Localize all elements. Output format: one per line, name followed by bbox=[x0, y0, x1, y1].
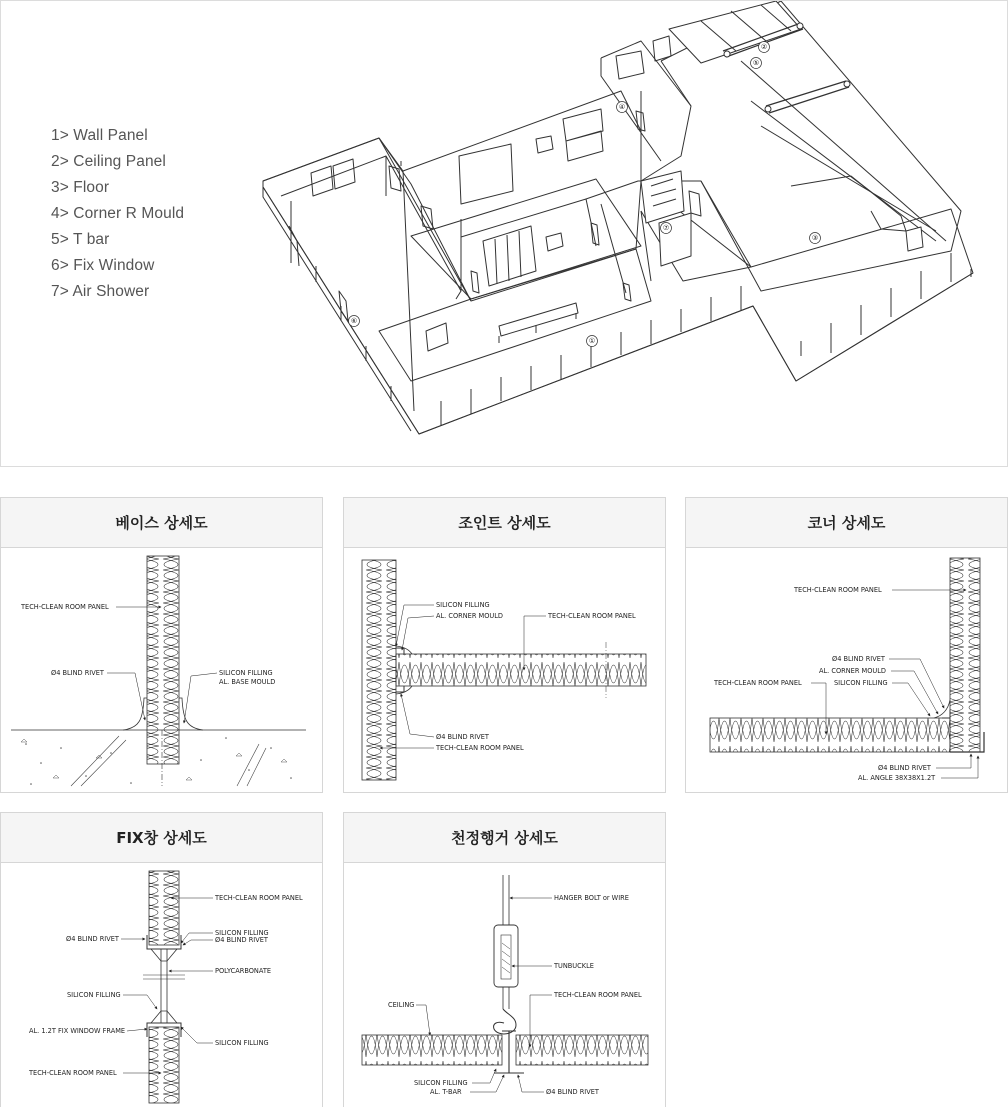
label-angle: AL. ANGLE 38X38X1.2T bbox=[858, 774, 936, 782]
corner-detail-drawing bbox=[686, 548, 1007, 792]
label-ceiling: CEILING bbox=[388, 1001, 415, 1009]
label-poly: POLYCARBONATE bbox=[215, 967, 272, 975]
label-turnbuckle: TUNBUCKLE bbox=[554, 962, 594, 970]
label-mould: AL. BASE MOULD bbox=[219, 678, 276, 686]
legend-item: 6> Fix Window bbox=[51, 257, 155, 274]
label-rivet-top: Ø4 BLIND RIVET bbox=[215, 936, 268, 944]
legend-item: 2> Ceiling Panel bbox=[51, 153, 166, 170]
callout-3: ③ bbox=[811, 234, 819, 242]
callout-1: ① bbox=[588, 337, 596, 345]
label-rivet: Ø4 BLIND RIVET bbox=[436, 733, 489, 741]
label-silicon-left: SILICON FILLING bbox=[67, 991, 121, 999]
label-frame: AL. 1.2T FIX WINDOW FRAME bbox=[29, 1027, 126, 1035]
ceiling-hanger-detail-card bbox=[343, 812, 666, 1107]
label-rivet-left: Ø4 BLIND RIVET bbox=[66, 935, 119, 943]
label-panel: TECH-CLEAN ROOM PANEL bbox=[554, 991, 642, 999]
label-panel-v: TECH-CLEAN ROOM PANEL bbox=[436, 744, 524, 752]
label-panel: TECH-CLEAN ROOM PANEL bbox=[21, 603, 109, 611]
label-rivet2: Ø4 BLIND RIVET bbox=[878, 764, 931, 772]
base-detail-drawing bbox=[1, 548, 322, 792]
label-silicon-top: SILICON FILLING bbox=[215, 929, 269, 937]
label-tbar: AL. T-BAR bbox=[430, 1088, 462, 1096]
callout-5: ⑤ bbox=[752, 59, 760, 67]
label-silicon-right: SILICON FILLING bbox=[215, 1039, 269, 1047]
component-legend bbox=[51, 123, 184, 305]
legend-item: 5> T bar bbox=[51, 231, 110, 248]
card-title: 코너 상세도 bbox=[686, 498, 1007, 548]
label-panel-h: TECH-CLEAN ROOM PANEL bbox=[548, 612, 636, 620]
label-corner: AL. CORNER MOULD bbox=[436, 612, 503, 620]
isometric-cleanroom-drawing bbox=[256, 1, 1008, 461]
card-title: 조인트 상세도 bbox=[344, 498, 665, 548]
label-panel-bottom: TECH-CLEAN ROOM PANEL bbox=[29, 1069, 117, 1077]
label-silicon: SILICON FILLING bbox=[414, 1079, 468, 1087]
label-panel-h: TECH-CLEAN ROOM PANEL bbox=[714, 679, 802, 687]
callout-2: ② bbox=[760, 43, 768, 51]
label-panel-top: TECH-CLEAN ROOM PANEL bbox=[215, 894, 303, 902]
legend-item: 3> Floor bbox=[51, 179, 110, 196]
joint-detail-drawing bbox=[344, 548, 665, 792]
label-rivet: Ø4 BLIND RIVET bbox=[546, 1088, 599, 1096]
overview-panel bbox=[0, 0, 1008, 467]
callout-7: ⑦ bbox=[662, 224, 670, 232]
corner-detail-card bbox=[685, 497, 1008, 793]
ceiling-hanger-detail-drawing bbox=[344, 863, 665, 1107]
fix-window-detail-card bbox=[0, 812, 323, 1107]
legend-item: 1> Wall Panel bbox=[51, 127, 148, 144]
legend-item: 7> Air Shower bbox=[51, 283, 150, 300]
label-rivet: Ø4 BLIND RIVET bbox=[832, 655, 885, 663]
card-title: 베이스 상세도 bbox=[1, 498, 322, 548]
label-corner: AL. CORNER MOULD bbox=[819, 667, 886, 675]
label-bolt: HANGER BOLT or WIRE bbox=[554, 894, 629, 902]
callout-4: ④ bbox=[618, 103, 626, 111]
card-title: 천정행거 상세도 bbox=[344, 813, 665, 863]
card-title: FIX창 상세도 bbox=[1, 813, 322, 863]
fix-window-detail-drawing bbox=[1, 863, 322, 1107]
label-silicon: SILICON FILLING bbox=[219, 669, 273, 677]
label-silicon: SILICON FILLING bbox=[436, 601, 490, 609]
label-panel-v: TECH-CLEAN ROOM PANEL bbox=[794, 586, 882, 594]
joint-detail-card bbox=[343, 497, 666, 793]
base-detail-card bbox=[0, 497, 323, 793]
label-rivet: Ø4 BLIND RIVET bbox=[51, 669, 104, 677]
label-silicon: SILICON FILLING bbox=[834, 679, 888, 687]
legend-item: 4> Corner R Mould bbox=[51, 205, 185, 222]
callout-6: ⑥ bbox=[350, 317, 358, 325]
